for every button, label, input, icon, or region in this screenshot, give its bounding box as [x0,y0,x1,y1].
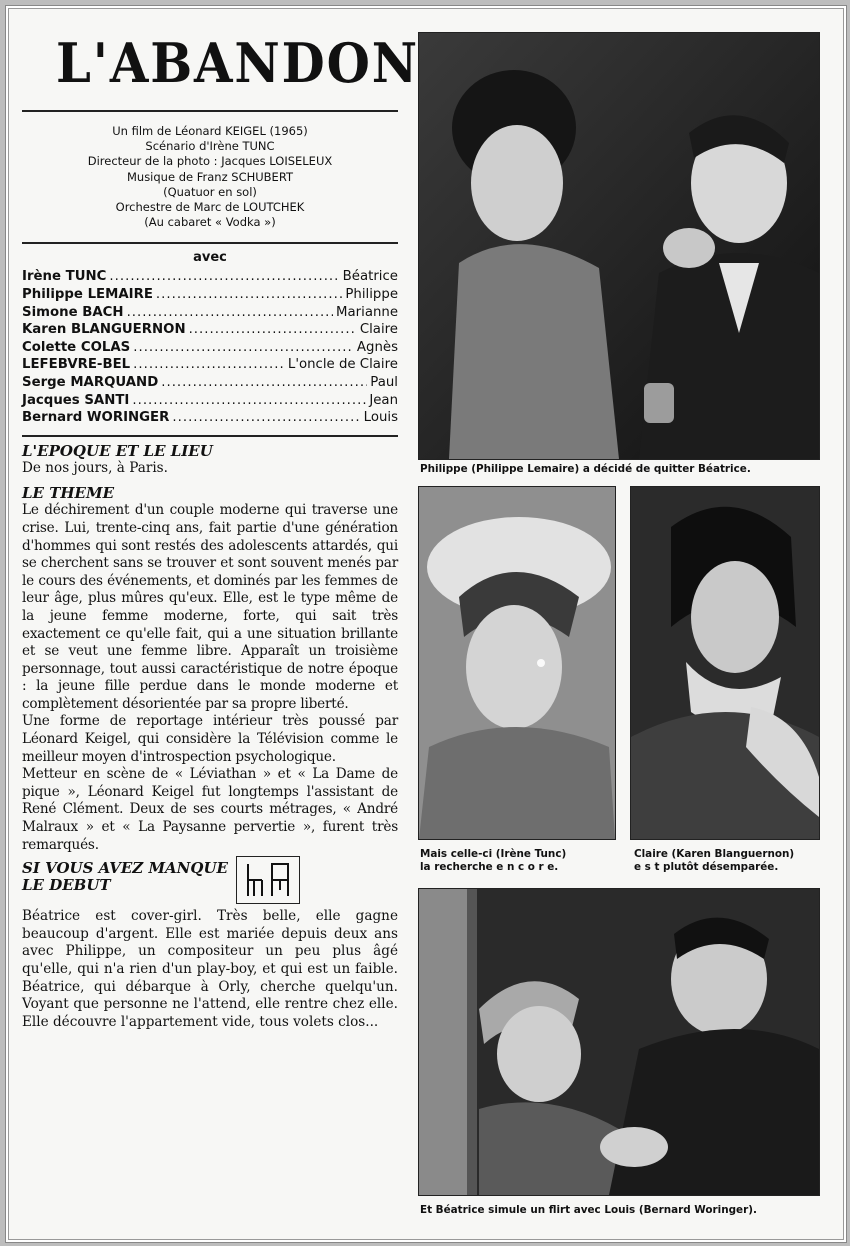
role-name: Jean [369,392,398,408]
credit-line: Directeur de la photo : Jacques LOISELEUX [87,154,333,169]
theme-paragraph: Le déchirement d'un couple moderne qui traverse une crise. Lui, trente-cinq ans, fait partie d'une génération d'hommes qui sont restés des adolescents attardés, qui se cherchent sans se trouver et sont souvent menés par le cours des événements, et dominés par les femmes de leur âge, plus mûres qu'eux. Elle, est le type même de la jeune femme moderne, forte, qui sait très exactement ce qu'elle fait, qui a une situation brillante et se veut une femme libre. Apparaît un troisième personnage, tout aussi caractéristique de notre époque : la jeune fille perdue dans le monde moderne et complètement désorientée par sa propre liberté. [22,502,398,712]
leader-dots [189,321,357,339]
role-name: Agnès [356,339,398,355]
film-title: L'ABANDON [56,31,419,95]
leader-dots [133,339,354,357]
page-frame [6,6,846,1242]
actor-name: Irène TUNC [22,269,107,285]
actor-name: Philippe LEMAIRE [22,287,153,303]
cast-row [22,321,398,339]
caption-photo-3-line1: Claire (Karen Blanguernon) [634,848,795,860]
cast-row [22,374,398,392]
credit-line: Scénario d'Irène TUNC [145,139,275,154]
section-heading-theme: LE THEME [22,484,115,503]
role-name: Claire [359,322,398,338]
section-text-epoque: De nos jours, à Paris. [22,459,168,476]
cast-row [22,286,398,304]
role-name: Marianne [336,304,398,320]
section-debut-header [22,854,398,904]
section-heading-epoque: L'EPOQUE ET LE LIEU [22,441,213,460]
actor-name: LEFEBVRE-BEL [22,357,131,373]
photo-philippe-beatrice [418,32,820,460]
leader-dots [132,392,366,410]
actor-name: Jacques SANTI [22,392,130,408]
photo-karen-blanguernon [630,486,820,840]
cast-row [22,339,398,357]
leader-dots [161,374,367,392]
credit-line: Orchestre de Marc de LOUTCHEK [115,200,305,215]
actor-name: Karen BLANGUERNON [22,322,186,338]
role-name: L'oncle de Claire [287,357,398,373]
theme-paragraph: Metteur en scène de « Léviathan » et « La Dame de pique », Léonard Keigel fut longtemps l'assistant de René Clément. Deux de ses courts métrages, « André Malraux » et « La Paysanne pervertie », furent très remarqués. [22,766,398,853]
section-heading-debut: SI VOUS AVEZ MANQUE [22,859,228,878]
credit-line: (Au cabaret « Vodka ») [144,215,276,230]
section-text-debut: Béatrice est cover-girl. Très belle, elle gagne beaucoup d'argent. Elle est mariée depuis deux ans avec Philippe, un compositeur un peu plus âgé qu'elle, qui n'a rien d'un play-boy, et qui est un faible. Béatrice, qui débarque à Orly, cherche quelqu'un. Voyant que personne ne l'attend, elle rentre chez elle. Elle découvre l'appartement vide, tous volets clos... [22,908,398,1030]
cast-row [22,304,398,322]
cast-row [22,356,398,374]
cast-row [22,392,398,410]
photo-irene-tunc [418,486,616,840]
caption-photo-2-line1: Mais celle-ci (Irène Tunc) [420,848,567,860]
chairs-icon [236,856,300,904]
photo-beatrice-louis [418,888,820,1196]
cast-row [22,409,398,427]
divider [22,110,398,112]
cast-heading: avec [193,250,227,266]
credit-line: Musique de Franz SCHUBERT [126,169,293,184]
divider [22,435,398,437]
theme-paragraph: Une forme de reportage intérieur très poussé par Léonard Keigel, qui considère la Télévision comme le meilleur moyen d'introspection psychologique. [22,713,398,765]
caption-photo-1: Philippe (Philippe Lemaire) a décidé de quitter Béatrice. [420,463,751,475]
actor-name: Serge MARQUAND [22,374,159,390]
caption-photo-3-line2: e s t plutôt désemparée. [634,861,779,873]
credits-block [22,124,398,230]
actor-name: Simone BACH [22,304,124,320]
leader-dots [172,409,360,427]
section-heading-debut-line2: LE DEBUT [22,876,111,895]
cast-list [22,268,398,426]
text-column [22,31,419,1031]
actor-name: Colette COLAS [22,339,131,355]
leader-dots [156,286,342,304]
credit-line: Un film de Léonard KEIGEL (1965) [112,124,308,138]
role-name: Béatrice [342,269,398,285]
divider [22,242,398,244]
actor-name: Bernard WORINGER [22,410,170,426]
role-name: Paul [370,374,398,390]
role-name: Louis [363,410,398,426]
credit-line: (Quatuor en sol) [163,184,257,199]
cast-row [22,268,398,286]
caption-photo-4: Et Béatrice simule un flirt avec Louis (Bernard Woringer). [420,1204,757,1216]
role-name: Philippe [345,287,398,303]
caption-photo-2-line2: la recherche e n c o r e. [420,861,559,873]
leader-dots [133,356,285,374]
leader-dots [127,304,333,322]
leader-dots [109,268,339,286]
